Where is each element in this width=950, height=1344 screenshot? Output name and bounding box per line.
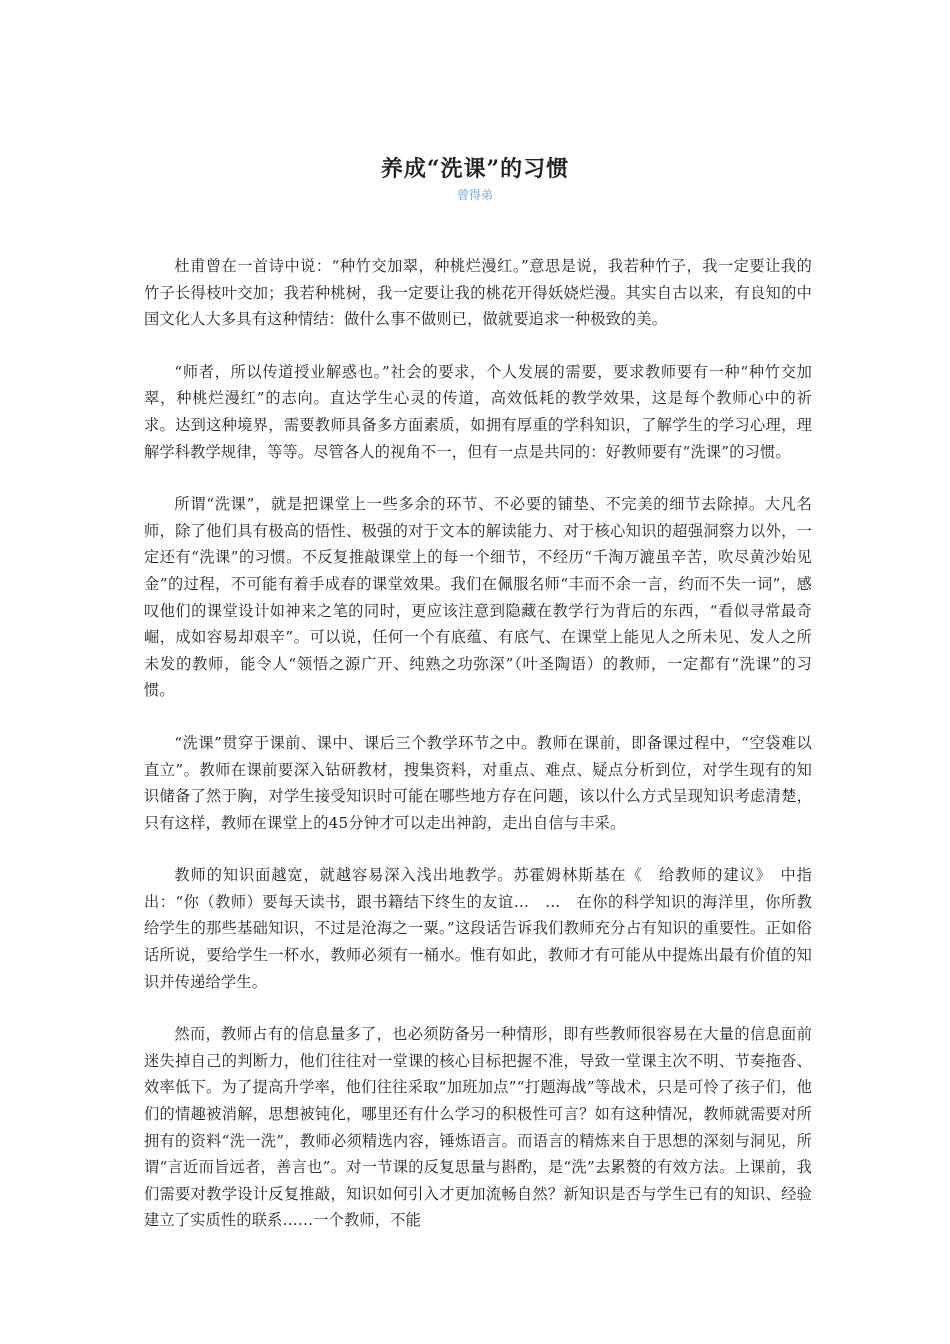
paragraph-6: 然而，教师占有的信息量多了，也必须防备另一种情形，即有些教师很容易在大量的信息面前迷失掉自己的判断力，他们往往对一堂课的核心目标把握不准，导致一堂课主次不明、节奏拖沓、效率低下。为了提高升学率，他们往往采取“加班加点”“打题海战”等战术，只是可怜了孩子们，他们的情趣被消解，思想被钝化，哪里还有什么学习的积极性可言？如有这种情况，教师就需要对所拥有的资料“洗一洗”，教师必须精选内容，锤炼语言。而语言的精炼来自于思想的深刻与洞见，所谓“言近而旨远者，善言也”。对一节课的反复思量与斟酌，是“洗”去累赘的有效方法。上课前，我们需要对教学设计反复推敲，知识如何引入才更加流畅自然？新知识是否与学生已有的知识、经验建立了实质性的联系……一个教师，不能: [144, 1025, 812, 1230]
paragraph-2: “师者，所以传道授业解惑也。”社会的要求，个人发展的需要，要求教师要有一种“种竹交加翠，种桃烂漫红”的志向。直达学生心灵的传道，高效低耗的教学效果，这是每个教师心中的祈求。达到这种境界，需要教师具备多方面素质，如拥有厚重的学科知识，了解学生的学习心理，理解学科教学规律，等等。尽管各人的视角不一，但有一点是共同的：好教师要有“洗课”的习惯。: [144, 362, 812, 461]
document-author: 曾得弟: [456, 188, 493, 202]
paragraph-4: “洗课”贯穿于课前、课中、课后三个教学环节之中。教师在课前，即备课过程中，“空袋难以直立”。教师在课前要深入钻研教材，搜集资料，对重点、难点、疑点分析到位，对学生现有的知识储备了然于胸，对学生接受知识时可能在哪些地方存在问题，该以什么方式呈现知识考虑清楚，只有这样，教师在课堂上的45分钟才可以走出神韵，走出自信与丰采。: [144, 733, 812, 832]
paragraph-3: 所谓“洗课”，就是把课堂上一些多余的环节、不必要的铺垫、不完美的细节去除掉。大凡名师，除了他们具有极高的悟性、极强的对于文本的解读能力、对于核心知识的超强洞察力以外，一定还有“洗课”的习惯。不反复推敲课堂上的每一个细节，不经历“千淘万漉虽辛苦，吹尽黄沙始见金”的过程，不可能有着手成春的课堂效果。我们在佩服名师“丰而不余一言，约而不失一词”，感叹他们的课堂设计如神来之笔的同时，更应该注意到隐藏在教学行为背后的东西，“看似寻常最奇崛，成如容易却艰辛”。可以说，任何一个有底蕴、有底气、在课堂上能见人之所未见、发人之所未发的教师，能令人“领悟之源广开、纯熟之功弥深”（叶圣陶语）的教师，一定都有“洗课”的习惯。: [144, 495, 812, 700]
paragraph-1: 杜甫曾在一首诗中说：“种竹交加翠，种桃烂漫红。”意思是说，我若种竹子，我一定要让我的竹子长得枝叶交加；我若种桃树，我一定要让我的桃花开得妖娆烂漫。其实自古以来，有良知的中国文化人大多具有这种情结：做什么事不做则已，做就要追求一种极致的美。: [144, 257, 812, 329]
paragraph-5: 教师的知识面越宽，就越容易深入浅出地教学。苏霍姆林斯基在《 给教师的建议》 中指出：“你（教师）要每天读书，跟书籍结下终生的友谊… … 在你的科学知识的海洋里，你所教给学生的那些基础知识，不过是沧海之一粟。”这段话告诉我们教师充分占有知识的重要性。正如俗话所说，要给学生一杯水，教师必须有一桶水。惟有如此，教师才有可能从中提炼出最有价值的知识并传递给学生。: [144, 866, 812, 991]
document-body: [144, 253, 812, 1260]
document-title: 养成“洗课”的习惯: [380, 156, 570, 182]
